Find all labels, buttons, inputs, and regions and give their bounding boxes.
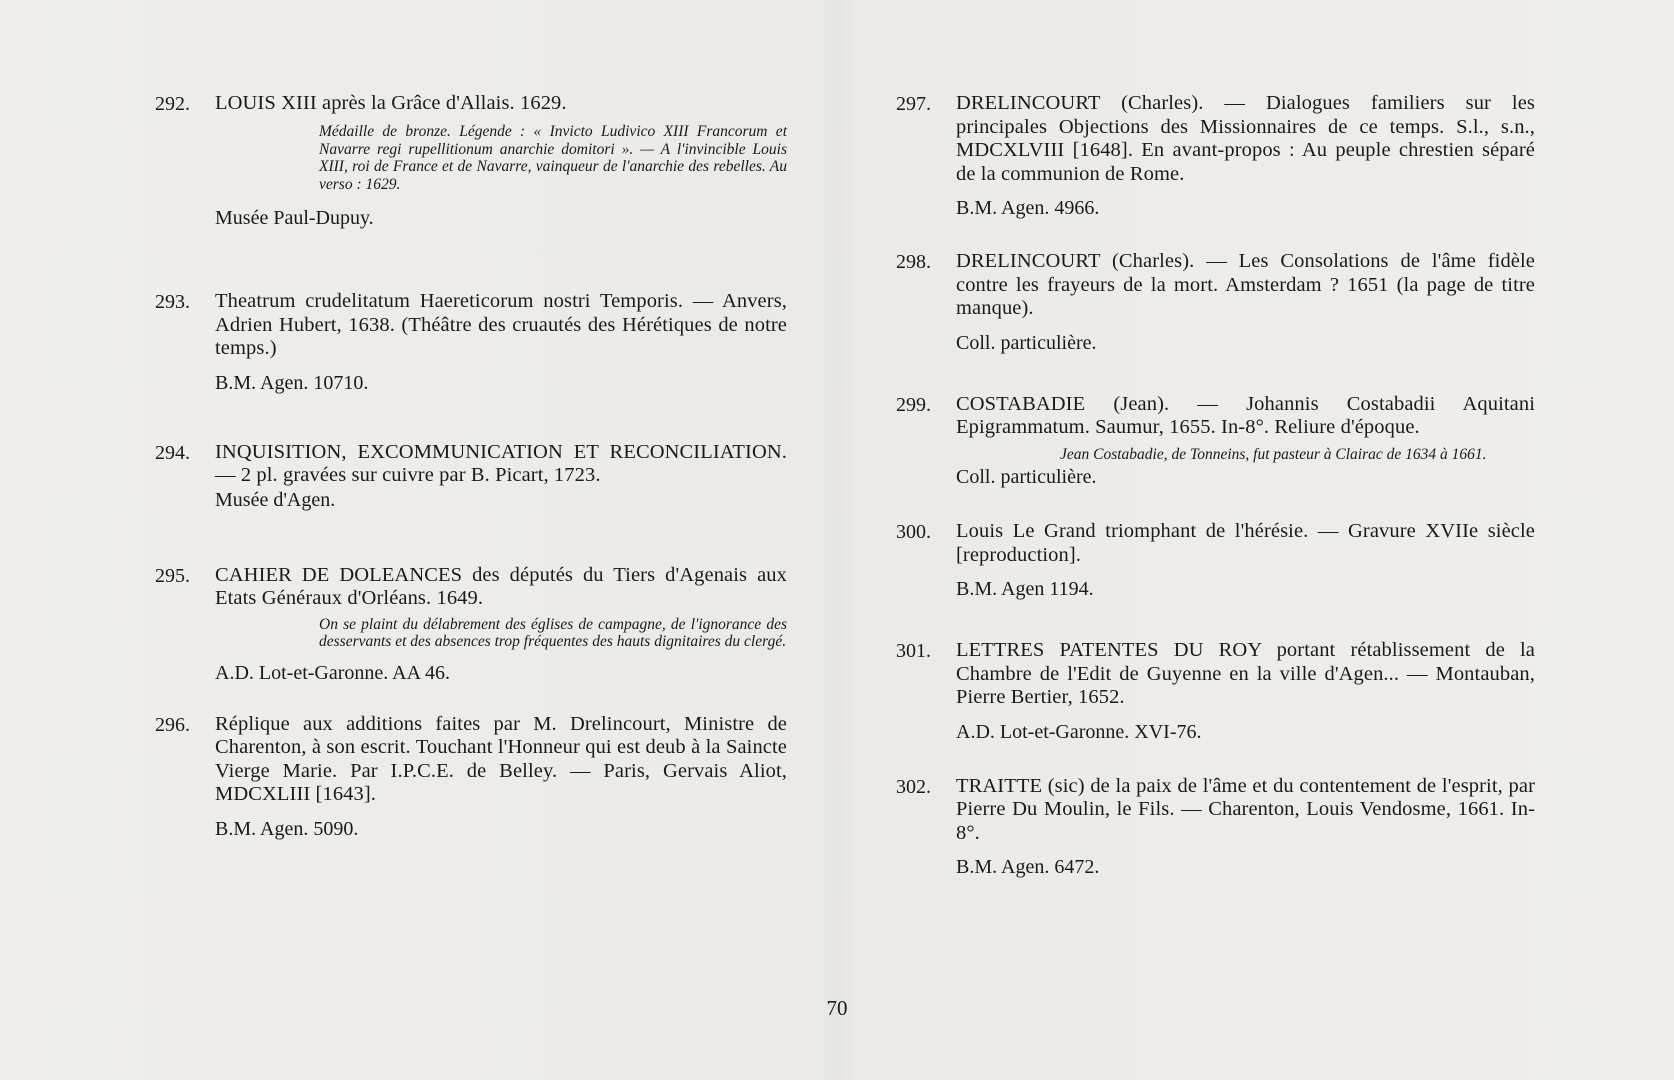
entry-number: 301. bbox=[896, 640, 931, 662]
catalogue-entry-302 bbox=[896, 775, 1535, 880]
entry-body bbox=[215, 713, 787, 841]
catalogue-entry-301 bbox=[896, 639, 1535, 744]
entry-source: Musée d'Agen. bbox=[215, 488, 336, 511]
page-number: 70 bbox=[826, 996, 848, 1020]
entry-number: 299. bbox=[896, 393, 931, 416]
entry-body bbox=[956, 639, 1535, 744]
entry-number: 298. bbox=[896, 251, 931, 273]
entry-note: Médaille de bronze. Légende : « Invicto Ludivico XIII Francorum et Navarre regi rupellitionum anarchie domitori ». — A l'invincible Louis XIII, roi de France et de Navarre, vainqueur de l'anarchie des rebelles. Au verso : 1629. bbox=[319, 123, 787, 193]
entry-description: DRELINCOURT (Charles). — Dialogues familiers sur les principales Objections des Missionnaires de ce temps. S.l., s.n., MDCXLVIII [1648]. En avant-propos : Au peuple chrestien séparé de la communion de Rome. bbox=[956, 92, 1535, 185]
catalogue-entry-298 bbox=[896, 250, 1535, 355]
entry-description: CAHIER DE DOLEANCES des députés du Tiers d'Agenais aux Etats Généraux d'Orléans. 1649. bbox=[215, 563, 787, 609]
catalogue-entry-295 bbox=[155, 564, 787, 611]
entry-description: LETTRES PATENTES DU ROY portant rétablissement de la Chambre de l'Edit de Guyenne en la ville d'Agen... — Montauban, Pierre Bertier, 1652. bbox=[956, 639, 1535, 708]
entry-number: 296. bbox=[155, 713, 190, 736]
entry-body bbox=[215, 290, 787, 395]
entry-source: B.M. Agen 1194. bbox=[956, 578, 1094, 600]
entry-body bbox=[215, 441, 787, 512]
catalogue-entry-294 bbox=[155, 441, 787, 512]
entry-source: A.D. Lot-et-Garonne. XVI-76. bbox=[956, 720, 1202, 743]
entry-source: Coll. particulière. bbox=[956, 466, 1097, 488]
entry-source: Coll. particulière. bbox=[956, 331, 1097, 354]
catalogue-entry-299 bbox=[896, 393, 1535, 440]
entry-body bbox=[956, 775, 1535, 880]
entry-body bbox=[215, 564, 787, 611]
entry-source: Musée Paul-Dupuy. bbox=[215, 207, 374, 229]
entry-description: TRAITTE (sic) de la paix de l'âme et du contentement de l'esprit, par Pierre Du Moulin, le Fils. — Charenton, Louis Vendosme, 1661. In-8°. bbox=[956, 774, 1535, 844]
entry-number: 295. bbox=[155, 564, 190, 587]
entry-source: B.M. Agen. 6472. bbox=[956, 856, 1100, 878]
catalogue-entry-300 bbox=[896, 520, 1535, 601]
left-column bbox=[155, 92, 787, 841]
entry-description: DRELINCOURT (Charles). — Les Consolations de l'âme fidèle contre les frayeurs de la mort. Amsterdam ? 1651 (la page de titre manque). bbox=[956, 250, 1535, 319]
entry-body bbox=[956, 92, 1535, 220]
entry-number: 294. bbox=[155, 441, 190, 464]
catalogue-entry-297 bbox=[896, 92, 1535, 220]
entry-source: B.M. Agen. 5090. bbox=[215, 817, 359, 840]
entry-description: Louis Le Grand triomphant de l'hérésie. — Gravure XVIIe siècle [reproduction]. bbox=[956, 520, 1535, 566]
entry-number: 292. bbox=[155, 93, 190, 115]
entry-number: 302. bbox=[896, 775, 931, 798]
entry-body bbox=[956, 393, 1535, 440]
entry-body bbox=[215, 92, 787, 116]
entry-body bbox=[956, 250, 1535, 355]
entry-description: Réplique aux additions faites par M. Drelincourt, Ministre de Charenton, à son escrit. Touchant l'Honneur qui est deub à la Saincte Vierge Marie. Par I.P.C.E. de Belley. — Paris, Gervais Aliot, MDCXLIII [1643]. bbox=[215, 712, 787, 805]
entry-body bbox=[956, 520, 1535, 601]
catalogue-entry-292 bbox=[155, 92, 787, 116]
entry-description: Theatrum crudelitatum Haereticorum nostri Temporis. — Anvers, Adrien Hubert, 1638. (Théâtre des cruautés des Hérétiques de notre temps.) bbox=[215, 290, 787, 359]
entry-description: INQUISITION, EXCOMMUNICATION ET RECONCILIATION. — 2 pl. gravées sur cuivre par B. Picart, 1723. bbox=[215, 440, 787, 486]
entry-source: B.M. Agen. 4966. bbox=[956, 197, 1100, 219]
entry-note: Jean Costabadie, de Tonneins, fut pasteur à Clairac de 1634 à 1661. bbox=[1060, 445, 1487, 463]
catalogue-entry-293 bbox=[155, 290, 787, 395]
entry-description: LOUIS XIII après la Grâce d'Allais. 1629. bbox=[215, 92, 567, 114]
entry-number: 297. bbox=[896, 93, 931, 115]
catalogue-entry-296 bbox=[155, 713, 787, 841]
entry-description: COSTABADIE (Jean). — Johannis Costabadii Aquitani Epigrammatum. Saumur, 1655. In-8°. Reliure d'époque. bbox=[956, 392, 1535, 438]
entry-source: B.M. Agen. 10710. bbox=[215, 371, 369, 394]
entry-number: 293. bbox=[155, 291, 190, 313]
entry-source: A.D. Lot-et-Garonne. AA 46. bbox=[215, 661, 450, 684]
entry-number: 300. bbox=[896, 521, 931, 543]
right-column bbox=[896, 92, 1535, 879]
entry-note: On se plaint du délabrement des églises de campagne, de l'ignorance des desservants et des absences trop fréquentes des hauts dignitaires du clergé. bbox=[319, 615, 787, 650]
